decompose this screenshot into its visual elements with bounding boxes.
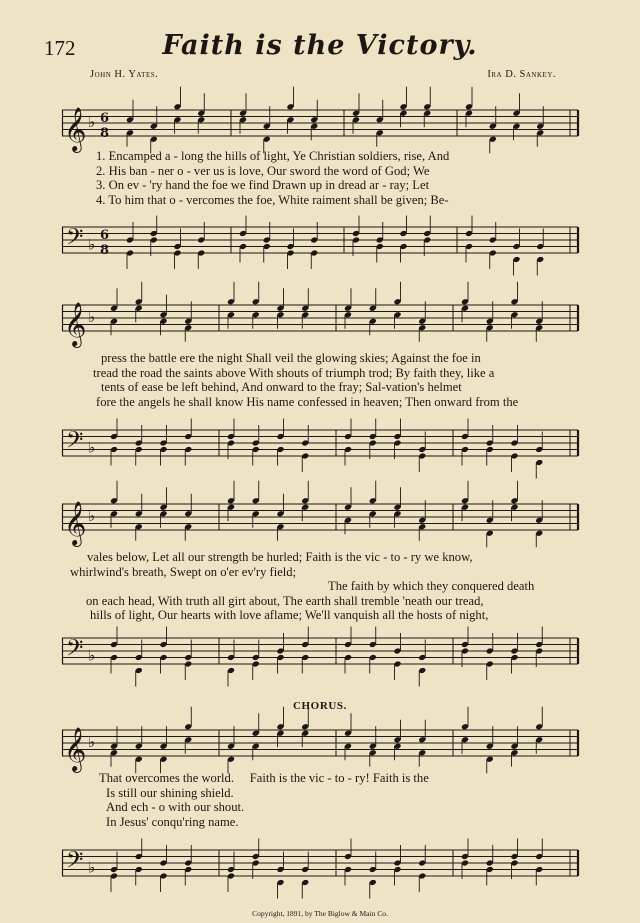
composer-credit: Ira D. Sankey. bbox=[487, 69, 556, 80]
lyrics-system-2 bbox=[93, 351, 518, 409]
verse-line: whirlwind's breath, Swept on o'er ev'ry field; bbox=[70, 564, 297, 579]
verse-line: tread the road the saints above With shouts of triumph trod; By faith they, like a bbox=[93, 365, 495, 380]
flat-icon: ♭ bbox=[88, 308, 96, 326]
verse-line: Is still our shining shield. bbox=[106, 785, 234, 800]
verse-line: press the battle ere the night Shall veil the glowing skies; Against the foe in bbox=[101, 351, 481, 365]
treble-clef-icon: 𝄞 bbox=[64, 501, 87, 545]
bass-clef-icon: 𝄢 bbox=[66, 224, 84, 256]
chorus-label: CHORUS. bbox=[292, 700, 347, 712]
verse-line: In Jesus' conqu'ring name. bbox=[106, 814, 239, 829]
flat-icon: ♭ bbox=[88, 507, 96, 525]
verse-line: 3. On ev - 'ry hand the foe we find Drawn up in dread ar - ray; Let bbox=[96, 178, 430, 193]
flat-icon: ♭ bbox=[88, 113, 96, 131]
lyrics-system-4 bbox=[99, 771, 429, 829]
notes bbox=[126, 216, 544, 276]
verse-line: hills of light, Our hearts with love aflame; We'll vanquish all the hosts of night, bbox=[90, 608, 489, 623]
treble-clef-icon: 𝄞 bbox=[64, 727, 87, 771]
staff-lines bbox=[62, 110, 578, 136]
treble-staff-3 bbox=[62, 492, 582, 552]
flat-icon: ♭ bbox=[88, 858, 96, 877]
notes bbox=[110, 419, 543, 479]
verse-line: That overcomes the world. Faith is the vic - to - ry! Faith is the bbox=[99, 771, 429, 785]
page-number: 172 bbox=[44, 36, 76, 60]
lyrics-system-1 bbox=[96, 149, 449, 207]
notes bbox=[126, 87, 544, 154]
svg-text:6: 6 bbox=[100, 228, 110, 243]
time-signature bbox=[100, 111, 109, 141]
staff-lines bbox=[62, 638, 578, 664]
notes bbox=[110, 481, 543, 548]
verse-line: fore the angels he shall know His name confessed in heaven; Then onward from the bbox=[96, 394, 519, 409]
svg-text:8: 8 bbox=[100, 243, 110, 258]
verse-line: 2. His ban - ner o - ver us is love, Our sword the word of God; We bbox=[96, 163, 430, 178]
bass-staff-1 bbox=[62, 215, 582, 275]
treble-staff-4 bbox=[62, 718, 582, 778]
notes bbox=[110, 707, 543, 774]
verse-line: And ech - o with our shout. bbox=[106, 800, 245, 815]
bass-staff-2 bbox=[62, 418, 582, 478]
staff-lines bbox=[62, 730, 578, 756]
treble-clef-icon: 𝄞 bbox=[64, 107, 87, 151]
svg-text:6: 6 bbox=[100, 111, 110, 126]
bass-staff-3 bbox=[62, 626, 582, 686]
verse-line: 1. Encamped a - long the hills of light, Ye Christian soldiers, rise, And bbox=[96, 149, 450, 163]
verse-line: on each head, With truth all girt about, The earth shall tremble 'neath our tread, bbox=[86, 593, 484, 608]
hymn-title: Faith is the Victory. bbox=[162, 30, 478, 61]
treble-clef-icon: 𝄞 bbox=[64, 302, 87, 346]
bass-clef-icon: 𝄢 bbox=[66, 635, 84, 667]
lyrics-system-3 bbox=[70, 550, 534, 623]
svg-text:8: 8 bbox=[100, 126, 110, 141]
poet-credit: John H. Yates. bbox=[90, 69, 159, 80]
flat-icon: ♭ bbox=[88, 733, 96, 751]
staff-lines bbox=[62, 227, 578, 253]
notes bbox=[110, 839, 543, 899]
verse-line: The faith by which they conquered death bbox=[328, 579, 535, 594]
bass-clef-icon: 𝄢 bbox=[66, 427, 84, 459]
flat-icon: ♭ bbox=[88, 438, 96, 457]
time-signature bbox=[100, 228, 109, 258]
bass-staff-4 bbox=[62, 838, 582, 898]
treble-staff-2 bbox=[62, 293, 582, 353]
verse-line: 4. To him that o - vercomes the foe, White raiment shall be given; Be- bbox=[96, 192, 449, 207]
notes bbox=[110, 627, 543, 687]
verse-line: vales below, Let all our strength be hurled; Faith is the vic - to - ry we know, bbox=[87, 550, 473, 564]
flat-icon: ♭ bbox=[88, 235, 96, 254]
flat-icon: ♭ bbox=[88, 646, 96, 665]
verse-line: tents of ease be left behind, And onward to the fray; Sal-vation's helmet bbox=[101, 380, 462, 395]
bass-clef-icon: 𝄢 bbox=[66, 847, 84, 879]
copyright-notice: Copyright, 1891, by The Biglow & Main Co. bbox=[252, 909, 388, 918]
